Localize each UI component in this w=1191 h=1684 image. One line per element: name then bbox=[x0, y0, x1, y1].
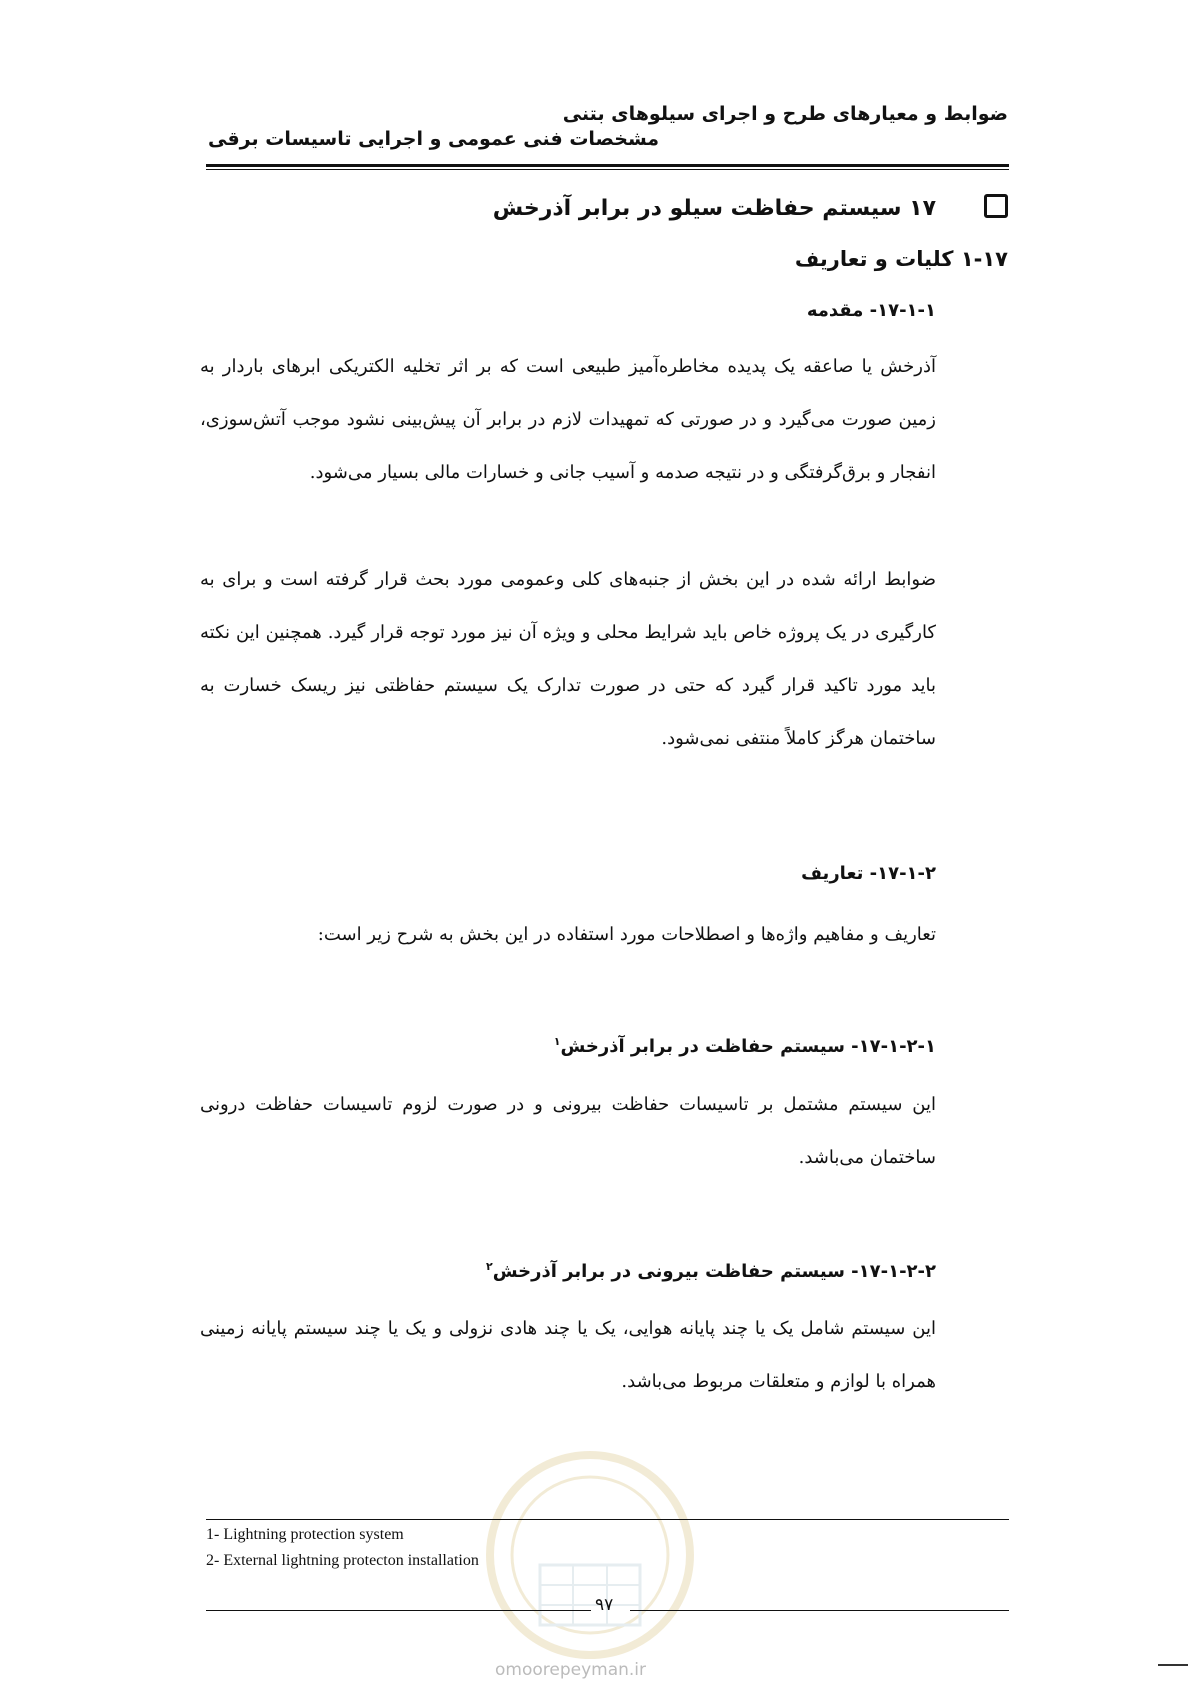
header-rule-thick bbox=[206, 164, 1009, 167]
book-title: ضوابط و معیارهای طرح و اجرای سیلوهای بتنی bbox=[562, 103, 1008, 125]
intro-paragraph-1: آذرخش یا صاعقه یک پدیده مخاطره‌آمیز طبیعی است که بر اثر تخلیه الکتریکی ابرهای باردار به زمین صورت می‌گیرد و در صورتی که تمهیدات لازم در برابر آن پیش‌بینی نشود موجب آتش‌سوزی، انفجار و برق‌گرفتگی و در نتیجه صدمه و آسیب جانی و خسارات مالی بسیار می‌شود. bbox=[200, 356, 936, 483]
watermark-seal-icon bbox=[480, 1445, 700, 1665]
definition-1-heading: ۱۷-۱-۲-۱- سیستم حفاظت در برابر آذرخش$^۱$ bbox=[553, 1035, 936, 1057]
page-number-rule-left bbox=[206, 1610, 591, 1611]
page-number: ۹۷ bbox=[595, 1595, 614, 1615]
definition-1-paragraph: این سیستم مشتمل بر تاسیسات حفاظت بیرونی و در صورت لزوم تاسیسات حفاظت درونی ساختمان می‌باشد. bbox=[200, 1094, 936, 1168]
intro-heading: ۱۷-۱-۱- مقدمه bbox=[806, 300, 936, 321]
footnote-rule bbox=[206, 1519, 1009, 1520]
footnote-2: 2- External lightning protecton installation bbox=[206, 1552, 479, 1569]
checkbox-icon bbox=[984, 194, 1008, 218]
definition-2-paragraph: این سیستم شامل یک یا چند پایانه هوایی، یک یا چند هادی نزولی و یک یا چند سیستم پایانه زمینی همراه با لوازم و متعلقات مربوط می‌باشد. bbox=[200, 1318, 936, 1392]
section-heading: ۱-۱۷ کلیات و تعاریف bbox=[794, 247, 1008, 271]
definition-2-heading: ۱۷-۱-۲-۲- سیستم حفاظت بیرونی در برابر آذرخش$^۲$ bbox=[486, 1260, 936, 1282]
definitions-heading: ۱۷-۱-۲- تعاریف bbox=[801, 863, 936, 884]
definitions-paragraph: تعاریف و مفاهیم واژه‌ها و اصطلاحات مورد استفاده در این بخش به شرح زیر است: bbox=[317, 924, 936, 945]
footnote-mark-2: ۲ bbox=[486, 1260, 493, 1273]
page-number-rule-right bbox=[630, 1610, 1009, 1611]
intro-paragraph-2: ضوابط ارائه شده در این بخش از جنبه‌های کلی وعمومی مورد بحث قرار گرفته است و برای به کارگیری در یک پروژه خاص باید شرایط محلی و ویژه آن نیز مورد توجه قرار گیرد. همچنین این نکته باید مورد تاکید قرار گیرد که حتی در صورت تدارک یک سیستم حفاظتی نیز ریسک خسارت به ساختمان هرگز کاملاً منتفی نمی‌شود. bbox=[200, 569, 937, 749]
section-title: مشخصات فنی عمومی و اجرایی تاسیسات برقی bbox=[208, 128, 660, 150]
watermark-site-text: omoorepeyman.ir bbox=[495, 1660, 647, 1680]
footnote-mark-1: ۱ bbox=[553, 1035, 561, 1048]
chapter-heading: ۱۷ سیستم حفاظت سیلو در برابر آذرخش bbox=[492, 196, 936, 221]
margin-dash bbox=[1158, 1664, 1188, 1666]
header-rule-thin bbox=[206, 169, 1009, 170]
footnote-1: 1- Lightning protection system bbox=[206, 1526, 404, 1543]
